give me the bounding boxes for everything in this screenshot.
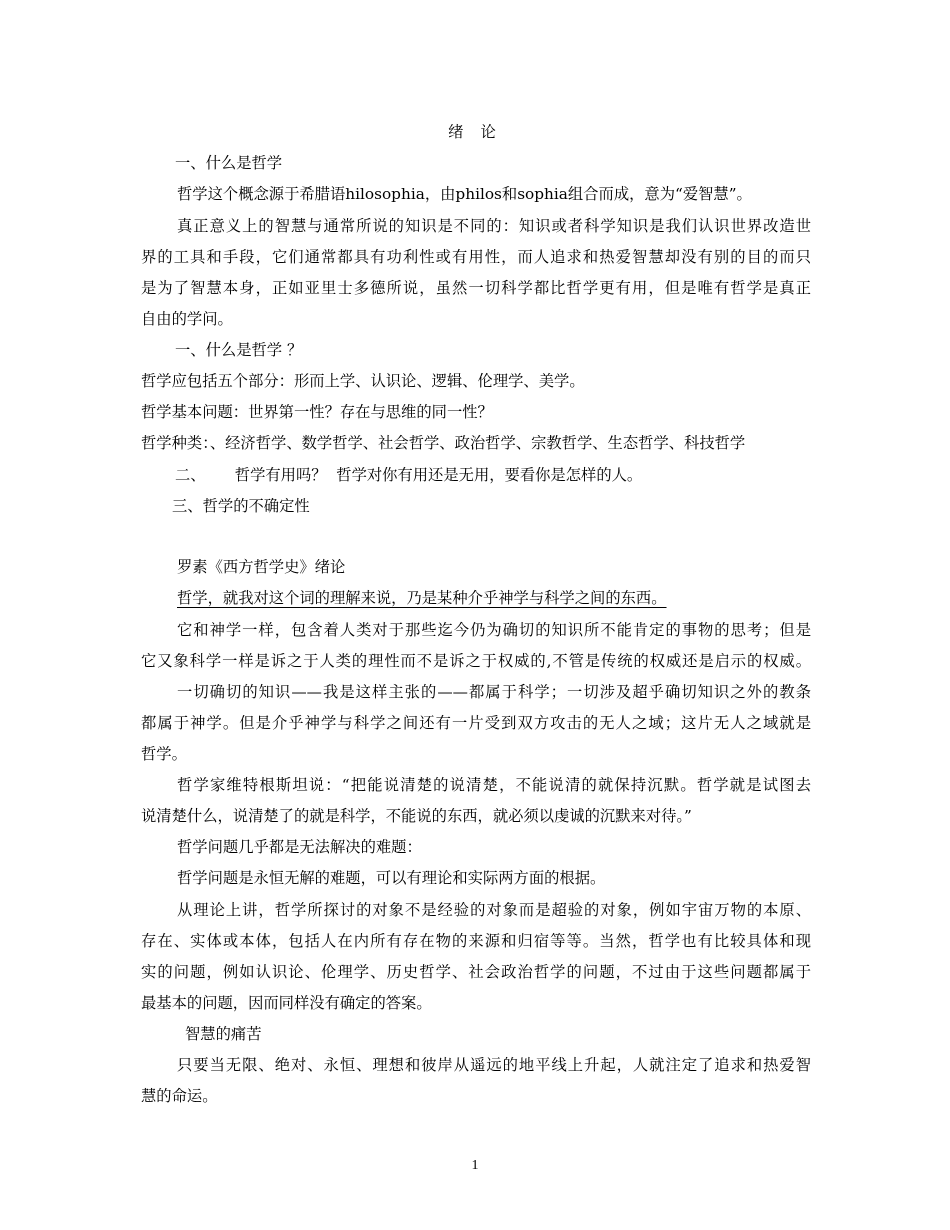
paragraph-line: 说清楚什么，说清楚了的就是科学，不能说的东西，就必须以虔诚的沉默来对待。” xyxy=(141,807,692,825)
paragraph-line: 它和神学一样，包含着人类对于那些迄今仍为确切的知识所不能肯定的事物的思考；但是 xyxy=(177,621,811,639)
paragraph-line: 从理论上讲，哲学所探讨的对象不是经验的对象而是超验的对象，例如宇宙万物的本原、 xyxy=(177,901,811,919)
paragraph-line: 哲学家维特根斯坦说：“把能说清楚的说清楚，不能说清的就保持沉默。哲学就是试图去 xyxy=(177,776,811,794)
paragraph-line: 存在、实体或本体，包括人在内所有存在物的来源和归宿等等。当然，哲学也有比较具体和现 xyxy=(141,932,811,950)
paragraph-line: 哲学应包括五个部分：形而上学、认识论、逻辑、伦理学、美学。 xyxy=(141,372,585,390)
paragraph-line: 哲学问题几乎都是无法解决的难题： xyxy=(177,838,422,856)
paragraph-line: 哲学问题是永恒无解的难题，可以有理论和实际两方面的根据。 xyxy=(177,869,606,887)
paragraph-line: 最基本的问题，因而同样没有确定的答案。 xyxy=(141,994,432,1012)
paragraph-line: 哲学这个概念源于希腊语hilosophia，由philos和sophia组合而成，意为“爱智慧”。 xyxy=(177,185,752,203)
section-heading: 一、什么是哲学 ？ xyxy=(175,341,303,359)
paragraph-line: 慧的命运。 xyxy=(141,1087,218,1105)
section-heading: 智慧的痛苦 xyxy=(185,1025,262,1043)
document-title: 绪 论 xyxy=(448,123,502,141)
paragraph-line: 哲学种类：、经济哲学、数学哲学、社会哲学、政治哲学、宗教哲学、生态哲学、科技哲学 xyxy=(141,434,746,452)
paragraph-line: 一切确切的知识——我是这样主张的——都属于科学；一切涉及超乎确切知识之外的教条 xyxy=(177,683,811,701)
paragraph-line: 真正意义上的智慧与通常所说的知识是不同的：知识或者科学知识是我们认识世界改造世 xyxy=(177,217,811,235)
section-heading: 一、什么是哲学 xyxy=(175,154,283,172)
paragraph-line: 哲学基本问题：世界第一性？存在与思维的同一性？ xyxy=(141,403,493,421)
section-heading: 三、哲学的不确定性 xyxy=(172,497,310,515)
paragraph-line: 只要当无限、绝对、永恒、理想和彼岸从遥远的地平线上升起，人就注定了追求和热爱智 xyxy=(177,1056,811,1074)
underlined-quote: 哲学，就我对这个词的理解来说，乃是某种介乎神学与科学之间的东西。 xyxy=(177,589,667,607)
page-number: 1 xyxy=(471,1158,479,1173)
paragraph-line: 都属于神学。但是介乎神学与科学之间还有一片受到双方攻击的无人之域；这片无人之域就是 xyxy=(141,714,811,732)
paragraph-line: 界的工具和手段，它们通常都具有功利性或有用性，而人追求和热爱智慧却没有别的目的而只 xyxy=(141,248,811,266)
paragraph-line: 它又象科学一样是诉之于人类的理性而不是诉之于权威的,不管是传统的权威还是启示的权威。 xyxy=(141,652,811,670)
section-heading: 二、 哲学有用吗？ 哲学对你有用还是无用，要看你是怎样的人。 xyxy=(175,466,643,484)
paragraph-line: 是为了智慧本身，正如亚里士多德所说，虽然一切科学都比哲学更有用，但是唯有哲学是真正 xyxy=(141,279,811,297)
paragraph-line: 罗素《西方哲学史》绪论 xyxy=(177,558,346,576)
paragraph-line: 实的问题，例如认识论、伦理学、历史哲学、社会政治哲学的问题，不过由于这些问题都属于 xyxy=(141,963,811,981)
paragraph-line: 自由的学问。 xyxy=(141,310,233,328)
paragraph-line: 哲学。 xyxy=(141,745,187,763)
